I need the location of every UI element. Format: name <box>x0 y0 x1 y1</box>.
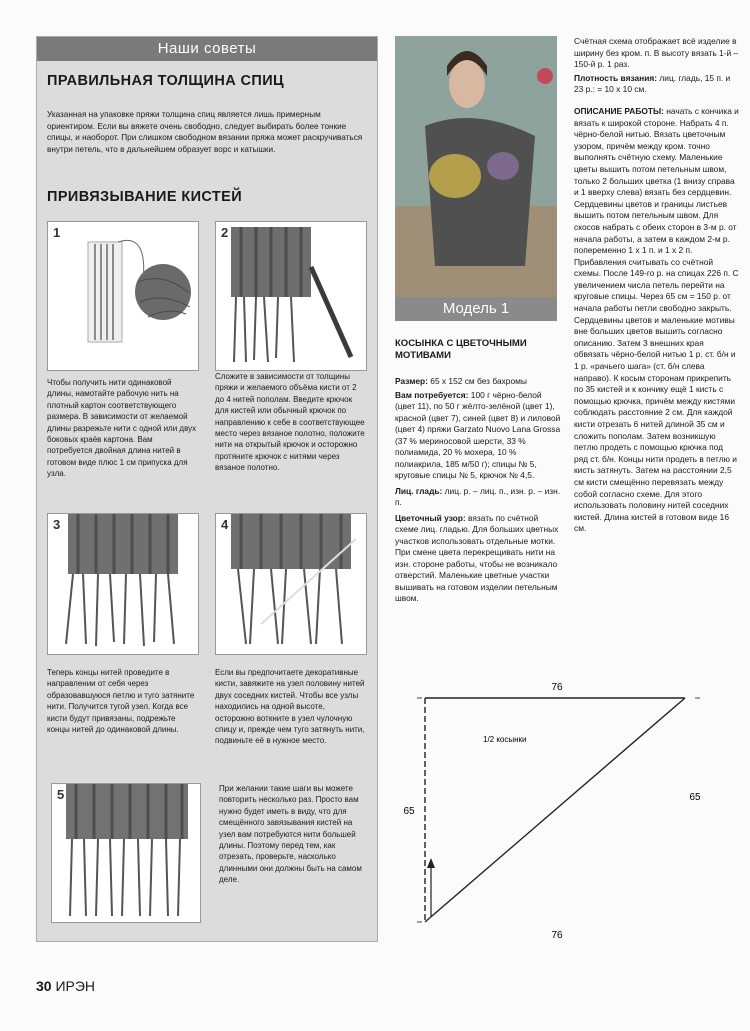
diagram-left-label: 65 <box>403 806 415 817</box>
model-image <box>395 36 557 297</box>
diagram-bottom-label: 76 <box>551 930 563 941</box>
shawl-diagram <box>395 676 725 946</box>
step-2-number: 2 <box>221 225 229 240</box>
article-middle-column <box>395 338 561 605</box>
gauge-label: Плотность вязания: <box>574 72 658 83</box>
step-3-text: Теперь концы нитей проведите в направлении от себя через образовавшуюся петлю и туго затяните нити. Получится тугой узел. Когда все кисти будут привязаны, подрежьте концы нитей до одинаковой длины. <box>47 668 195 735</box>
diagram-diagonal-edge <box>425 698 685 922</box>
step-4-text: Если вы предпочитаете декоративные кисти, завяжите на узел половину нитей двух соседних кистей. Чтобы все узлы находились на одной высоте, осторожно воткните в узел чулочную спицу и, прежде чем туго затянуть нити, подвиньте её в нужное место. <box>215 668 365 746</box>
heading-tassels: ПРИВЯЗЫВАНИЕ КИСТЕЙ <box>47 189 243 205</box>
step-2-text: Сложите в зависимости от толщины пряжи и желаемого объёма кисти от 2 до 4 нитей пополам. Введите крючок для кистей или обычный крючок по направлению к себе в соответствующее место через вязаное полотно, положите нити на открытый крючок и осторожно протяните крючок с нитями через вязаное полотно. <box>215 372 365 473</box>
heading-needle-size: ПРАВИЛЬНАЯ ТОЛЩИНА СПИЦ <box>47 73 285 89</box>
diagram-right-label: 65 <box>689 792 701 803</box>
page-footer <box>36 978 95 994</box>
pattern-text: вязать по счётной схеме лиц. гладью. Для больших цветных участков использовать отдельные мотки. При смене цвета перекрещивать нити на изн. стороне работы, чтобы не возникало отверстий. Маленькие цветные участки вышивать на готовом изделии петельным швом. <box>395 512 559 603</box>
model-caption: Модель 1 <box>395 297 557 321</box>
step-5-photo <box>51 783 201 923</box>
stockinette-text: лиц. р. – лиц. п., изн. р. – изн. п. <box>395 485 561 507</box>
step-5-text: При желании такие шаги вы можете повторить несколько раз. Просто вам нужно будет иметь в виду, что для смещённого завязывания кистей на узел вам потребуются нити большей длины. Поэтому перед тем, как отрезать, проверьте, насколько длинными они должны быть на самом деле. <box>219 784 362 885</box>
multi-knot-fringe-illustration <box>52 784 200 922</box>
article-title: КОСЫНКА С ЦВЕТОЧНЫМИ МОТИВАМИ <box>395 338 527 361</box>
page-number: 30 <box>36 978 52 994</box>
arrow-head-icon <box>427 858 435 868</box>
step-1-photo <box>47 221 199 371</box>
needed-text: 100 г чёрно-белой (цвет 11), по 50 г жёлто-зелёной (цвет 1), красной (цвет 7), синей (цвет 8) и лиловой (цвет 4) пряжи Garzato Nuovo Lana Grossa (37 % мериносовой шерсти, 33 % полиамида, 20 % мохера, 10 % полиакрила, 185 м/50 г); спицы № 5, круговые спицы № 5, крючок № 4,5. <box>395 389 561 480</box>
chart-text: Счётная схема отображает всё изделие в ширину без кром. п. В высоту вязать 1-й – 150-й р. 1 раз. <box>574 36 739 70</box>
knotted-fringe-illustration <box>48 514 198 654</box>
work-text-2: Сердцевины цветов и маленькие мотивы вне больших цветов вышить согласно описанию. Затем 3 внешних края обвязать чёрно-белой нитью 1 р. ст. б/н и 1 р. «рачьего шага» (ст. б/н слева направо). К косым сторонам прикрепить по 35 кистей и к кончику ещё 1 кисть с помощью крючка, причём между кистями соблюдать расстояние 2 см. Для каждой кисти отрезать 6 нитей длиной 35 см и сложить пополам. Затем возникшую петлю продеть с помощью крючка под ряд ст. б/н. Концы нити продеть в петлю и кисть затянуть. Затем на расстоянии 2,5 см кисти смещённо перевязать между собой согласно схеме. Для этого использовать половину нитей соседних кистей. Длина кистей в готовом виде 16 см. <box>574 314 737 534</box>
work-text: начать с кончика и вязать к широкой стороне. Набрать 4 п. чёрно-белой нитью. Вязать цветочным узором, причём между кром. точно выполнять счётную схему. Маленькие цветы вышить потом петельным швом, только 2 больших цветка (1 внизу справа и 1 вверху слева) вязать без сердцевин. Сердцевины цветов и границы листьев вышить потом петельным швом. Для скосов набрать с обеих сторон в 3-м р. от начала работы, а затем в каждом 2-м р. попеременно 1 х 1 п. и 1 х 2 п. Прибавления считывать со счётной схемы. После 149-го р. на спицах 226 п. С увеличением числа петель перейти на круговые спицы. Через 65 см = 150 р. от начала работы петли свободно закрыть. <box>574 105 739 314</box>
article-right-column <box>574 36 739 535</box>
step-4-number: 4 <box>221 517 229 532</box>
hook-fringe-illustration <box>216 222 366 370</box>
magazine-name: ИРЭН <box>55 978 96 994</box>
step-3-number: 3 <box>53 517 61 532</box>
tips-banner: Наши советы <box>37 37 377 61</box>
work-label: ОПИСАНИЕ РАБОТЫ: <box>574 105 664 116</box>
step-1-number: 1 <box>53 225 61 240</box>
decorative-knot-illustration <box>216 514 366 654</box>
step-4-photo <box>215 513 367 655</box>
model-photo <box>395 36 557 321</box>
needed-label: Вам потребуется: <box>395 389 469 400</box>
step-1-text: Чтобы получить нити одинаковой длины, намотайте рабочую нить на плотный картон соответствующего размера. В зависимости от желаемой длины разрежьте нити с одной или двух боковых краёв картона. Вам потребуется двойная длина нитей в готовом виде плюс 1 см припуска для узла. <box>47 378 197 479</box>
size-text: 65 х 152 см без бахромы <box>427 376 527 386</box>
step-3-photo <box>47 513 199 655</box>
paragraph-needle-size: Указанная на упаковке пряжи толщина спиц является лишь примерным ориентиром. Если вы вяжете очень свободно, следует выбирать более тонкие спицы, и наоборот. При слишком свободном вязании пряжа может раскручиваться внутри петель, что в дальнейшем образует ворс и катышки. <box>47 110 363 154</box>
diagram-half-label: 1/2 косынки <box>483 735 527 744</box>
size-label: Размер: <box>395 376 428 386</box>
cardboard-yarn-illustration <box>48 222 198 370</box>
diagram-top-label: 76 <box>551 682 563 693</box>
stockinette-label: Лиц. гладь: <box>395 485 443 496</box>
gauge-text: лиц. гладь, 15 п. и 23 р.: = 10 х 10 см. <box>574 72 731 95</box>
step-2-photo <box>215 221 367 371</box>
tips-panel <box>36 36 378 942</box>
pattern-label: Цветочный узор: <box>395 512 466 523</box>
step-5-number: 5 <box>57 787 65 802</box>
